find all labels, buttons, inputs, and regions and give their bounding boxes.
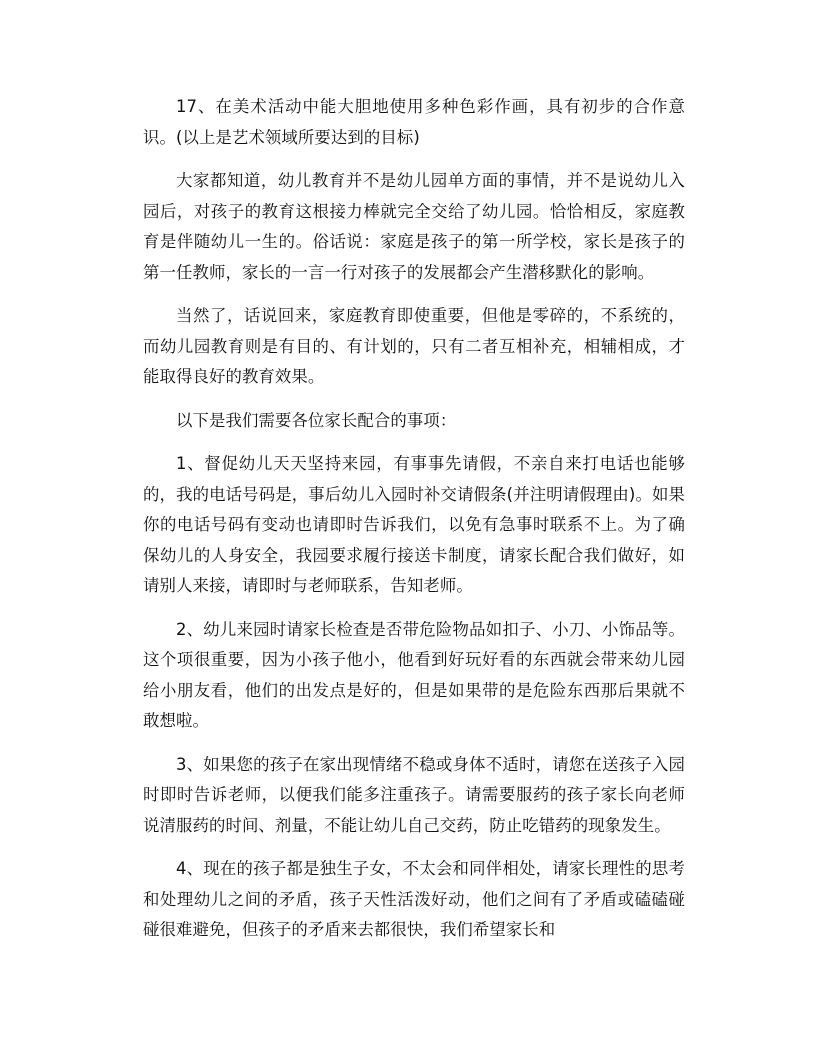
paragraph-family-education: 大家都知道，幼儿教育并不是幼儿园单方面的事情，并不是说幼儿入园后，对孩子的教育这根接力棒就完全交给了幼儿园。恰恰相反，家庭教育是伴随幼儿一生的。俗话说：家庭是孩子的第一所学校，家长是孩子的第一任教师，家长的一言一行对孩子的发展都会产生潜移默化的影响。 xyxy=(143,171,685,282)
paragraph-item-4: 4、现在的孩子都是独生子女，不太会和同伴相处，请家长理性的思考和处理幼儿之间的矛盾，孩子天性活泼好动，他们之间有了矛盾或磕磕碰碰很难避免，但孩子的矛盾来去都很快，我们希望家长和 xyxy=(143,859,685,939)
paragraph-item-2: 2、幼儿来园时请家长检查是否带危险物品如扣子、小刀、小饰品等。这个项很重要，因为小孩子他小，他看到好玩好看的东西就会带来幼儿园给小朋友看，他们的出发点是好的，但是如果带的是危险东西那后果就不敢想啦。 xyxy=(143,619,685,730)
paragraph-cooperation: 当然了，话说回来，家庭教育即使重要，但他是零碎的，不系统的，而幼儿园教育则是有目的、有计划的，只有二者互相补充，相辅相成，才能取得良好的教育效果。 xyxy=(143,306,685,386)
paragraph-item-1: 1、督促幼儿天天坚持来园，有事事先请假，不亲自来打电话也能够的，我的电话号码是，事后幼儿入园时补交请假条(并注明请假理由)。如果你的电话号码有变动也请即时告诉我们，以免有急事时联系不上。为了确保幼儿的人身安全，我园要求履行接送卡制度，请家长配合我们做好，如请别人来接，请即时与老师联系，告知老师。 xyxy=(143,454,685,595)
paragraph-matters-intro: 以下是我们需要各位家长配合的事项： xyxy=(176,410,457,430)
paragraph-art-goal: 17、在美术活动中能大胆地使用多种色彩作画，具有初步的合作意识。(以上是艺术领域所要达到的目标) xyxy=(143,97,685,147)
document-body xyxy=(143,92,685,959)
paragraph-item-3: 3、如果您的孩子在家出现情绪不稳或身体不适时，请您在送孩子入园时即时告诉老师，以便我们能多注重孩子。请需要服药的孩子家长向老师说清服药的时间、剂量，不能让幼儿自己交药，防止吃错药的现象发生。 xyxy=(143,754,685,835)
